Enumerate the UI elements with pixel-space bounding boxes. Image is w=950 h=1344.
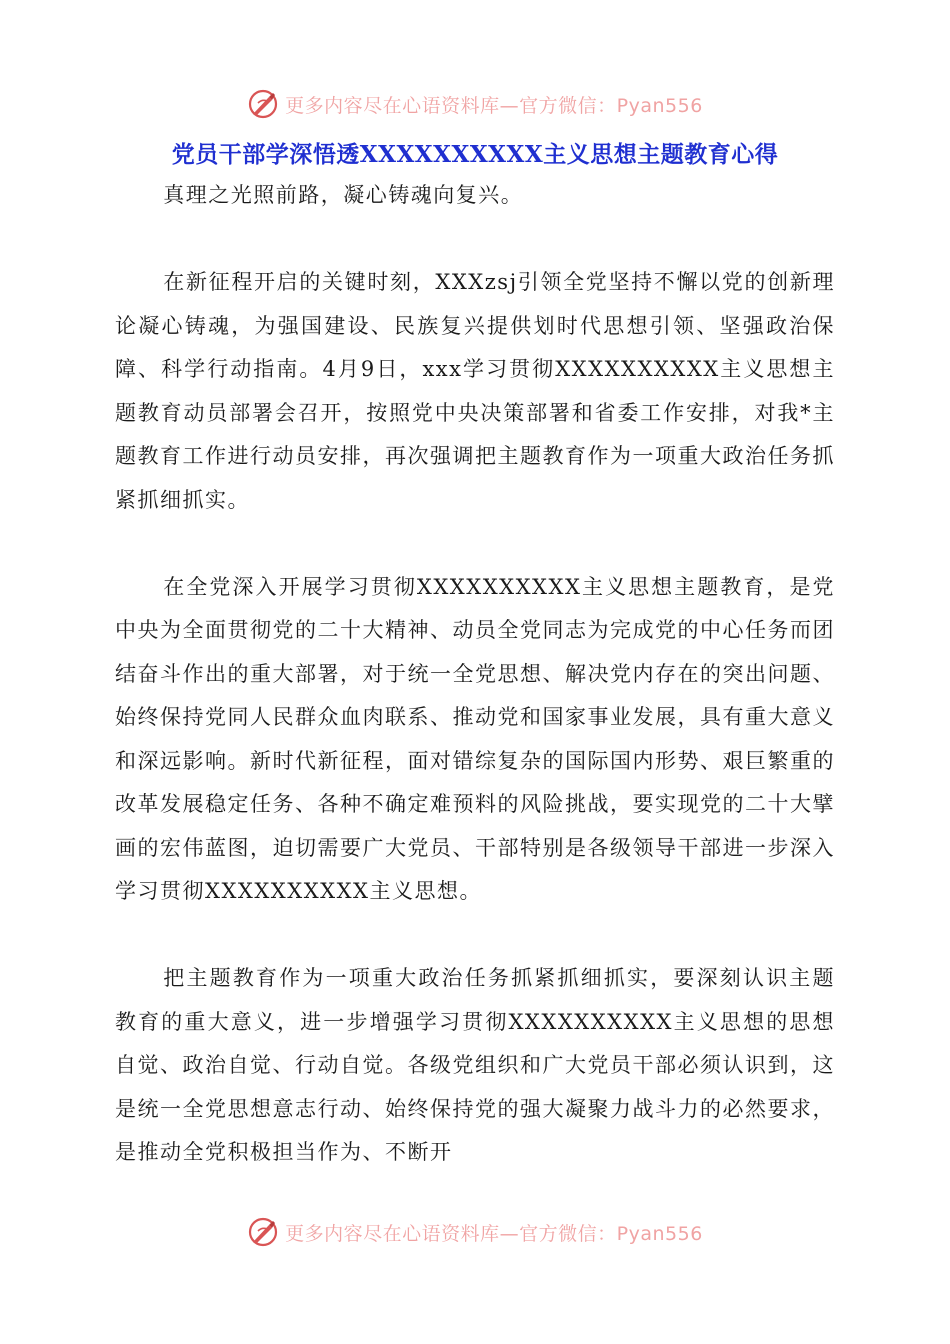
- footer-watermark: [0, 1212, 950, 1252]
- paragraph-2: 在新征程开启的关键时刻，XXXzsj引领全党坚持不懈以党的创新理论凝心铸魂，为强国建设、民族复兴提供划时代思想引领、坚强政治保障、科学行动指南。4月9日，xxx学习贯彻XXXXXXXXXX主义思想主题教育动员部署会召开，按照党中央决策部署和省委工作安排，对我*主题教育工作进行动员安排，再次强调把主题教育作为一项重大政治任务抓紧抓细抓实。: [115, 270, 835, 512]
- watermark-text: 更多内容尽在心语资料库—官方微信：Pyan556: [285, 94, 703, 117]
- pen-logo-icon: [247, 1216, 279, 1248]
- pen-logo-icon: [247, 88, 279, 120]
- paragraph-3: 在全党深入开展学习贯彻XXXXXXXXXX主义思想主题教育，是党中央为全面贯彻党的二十大精神、动员全党同志为完成党的中心任务而团结奋斗作出的重大部署，对于统一全党思想、解决党内存在的突出问题、始终保持党同人民群众血肉联系、推动党和国家事业发展，具有重大意义和深远影响。新时代新征程，面对错综复杂的国际国内形势、艰巨繁重的改革发展稳定任务、各种不确定难预料的风险挑战，要实现党的二十大擘画的宏伟蓝图，迫切需要广大党员、干部特别是各级领导干部进一步深入学习贯彻XXXXXXXXXX主义思想。: [115, 574, 835, 903]
- paragraph-1: 真理之光照前路，凝心铸魂向复兴。: [163, 183, 524, 207]
- document-title: 党员干部学深悟透XXXXXXXXXX主义思想主题教育心得: [171, 141, 779, 168]
- document-body: [115, 174, 835, 1175]
- watermark-text: 更多内容尽在心语资料库—官方微信：Pyan556: [285, 1222, 703, 1245]
- paragraph-4: 把主题教育作为一项重大政治任务抓紧抓细抓实，要深刻认识主题教育的重大意义，进一步增强学习贯彻XXXXXXXXXX主义思想的思想自觉、政治自觉、行动自觉。各级党组织和广大党员干部必须认识到，这是统一全党思想意志行动、始终保持党的强大凝聚力战斗力的必然要求，是推动全党积极担当作为、不断开: [115, 966, 835, 1164]
- header-watermark: [0, 84, 950, 124]
